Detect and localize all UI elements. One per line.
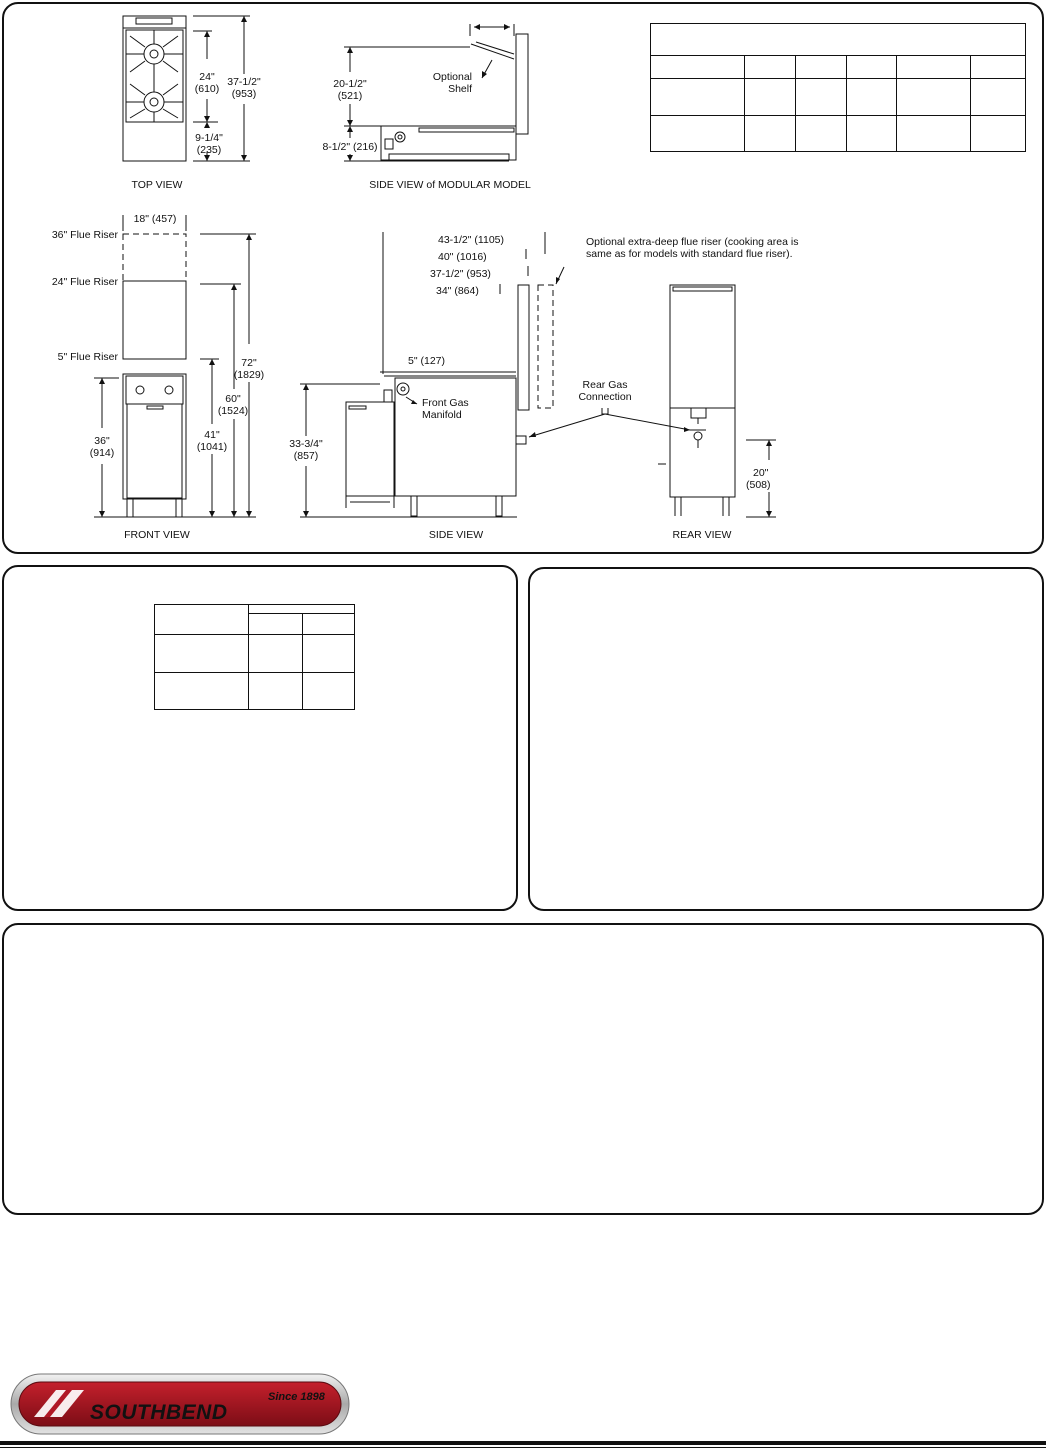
- table-cell: [303, 614, 355, 635]
- side-view-dim-40: 40" (1016): [438, 251, 487, 263]
- table-cell: [651, 79, 745, 116]
- side-view-dim-33-mm: (857): [293, 450, 319, 462]
- rear-gas-label-1: Rear Gas: [582, 379, 628, 391]
- front-view-dim-36-mm: (914): [89, 447, 115, 459]
- top-view-dim-9-mm: (235): [196, 144, 222, 156]
- table-cell: [155, 635, 249, 672]
- spec-table-header: [651, 24, 1026, 56]
- table-cell: [249, 605, 355, 614]
- rear-view-caption: REAR VIEW: [672, 529, 732, 541]
- table-cell: [897, 56, 971, 79]
- table-cell: [745, 56, 796, 79]
- table-cell: [651, 116, 745, 152]
- top-view-dim-24: 24": [199, 71, 215, 83]
- footer-rule: [0, 1441, 1046, 1445]
- table-cell: [155, 672, 249, 709]
- brand-since: Since 1898: [268, 1391, 325, 1403]
- riser-36-label: 36" Flue Riser: [51, 229, 118, 241]
- optional-flue-riser-note-1: Optional extra-deep flue riser (cooking area is: [586, 236, 799, 248]
- rear-view-dim-20-mm: (508): [746, 479, 771, 491]
- spec-table: [650, 23, 1026, 152]
- gas-table: [154, 604, 355, 710]
- table-cell: [847, 116, 897, 152]
- front-view-drawing: [94, 215, 256, 517]
- table-cell: [796, 116, 847, 152]
- optional-flue-riser-note-2: same as for models with standard flue riser).: [586, 248, 793, 260]
- front-view-dim-18: 18" (457): [133, 213, 177, 225]
- side-modular-caption: SIDE VIEW of MODULAR MODEL: [369, 179, 531, 191]
- front-view-caption: FRONT VIEW: [124, 529, 190, 541]
- side-modular-dim-8: 8-1/2" (216): [322, 141, 378, 153]
- side-view-drawing: [300, 232, 553, 517]
- table-cell: [847, 56, 897, 79]
- top-view-dim-9: 9-1/4": [195, 132, 223, 144]
- optional-shelf-label-2: Shelf: [448, 83, 472, 95]
- rear-view-dim-20: 20": [753, 467, 769, 479]
- side-view-dim-34: 34" (864): [436, 285, 479, 297]
- front-gas-manifold-label-2: Manifold: [422, 409, 462, 421]
- front-view-dim-36: 36": [94, 435, 110, 447]
- table-cell: [897, 116, 971, 152]
- rear-view-drawing: [529, 267, 776, 517]
- side-view-dim-37: 37-1/2" (953): [430, 268, 491, 280]
- front-gas-manifold-label-1: Front Gas: [422, 397, 469, 409]
- optional-shelf-label-1: Optional: [432, 71, 472, 83]
- table-cell: [847, 79, 897, 116]
- side-view-caption: SIDE VIEW: [428, 529, 484, 541]
- top-view-dim-37-mm: (953): [231, 88, 257, 100]
- table-cell: [745, 116, 796, 152]
- table-cell: [745, 79, 796, 116]
- table-cell: [249, 635, 303, 672]
- front-view-dim-60: 60": [225, 393, 241, 405]
- front-view-dim-72-mm: (1829): [233, 369, 265, 381]
- table-cell: [796, 79, 847, 116]
- side-view-dim-43: 43-1/2" (1105): [438, 234, 504, 246]
- front-view-dim-41: 41": [204, 429, 220, 441]
- brand-name: SOUTHBEND: [90, 1401, 228, 1424]
- footer-rule-thin: [0, 1447, 1046, 1448]
- table-cell: [155, 605, 249, 635]
- riser-24-label: 24" Flue Riser: [51, 276, 118, 288]
- table-cell: [303, 672, 355, 709]
- top-view-caption: TOP VIEW: [131, 179, 183, 191]
- table-cell: [897, 79, 971, 116]
- front-view-dim-60-mm: (1524): [217, 405, 249, 417]
- drawings-panel: [2, 2, 1044, 554]
- table-cell: [249, 672, 303, 709]
- front-view-dim-41-mm: (1041): [196, 441, 228, 453]
- table-cell: [249, 614, 303, 635]
- side-modular-dim-20: 20-1/2": [333, 78, 367, 90]
- table-cell: [796, 56, 847, 79]
- front-view-dim-72: 72": [241, 357, 257, 369]
- table-cell: [651, 56, 745, 79]
- side-view-dim-33: 33-3/4": [289, 438, 323, 450]
- side-view-dim-5: 5" (127): [408, 355, 445, 367]
- specifications-panel: [2, 923, 1044, 1215]
- table-cell: [971, 56, 1026, 79]
- rear-gas-label-2: Connection: [578, 391, 632, 403]
- table-cell: [303, 635, 355, 672]
- gas-table-panel: [2, 565, 518, 911]
- top-view-dim-37: 37-1/2": [227, 76, 261, 88]
- table-cell: [971, 116, 1026, 152]
- southbend-logo: [10, 1373, 350, 1435]
- notes-panel: [528, 567, 1044, 911]
- top-view-dim-24-mm: (610): [194, 83, 220, 95]
- riser-5-label: 5" Flue Riser: [57, 351, 118, 363]
- table-cell: [971, 79, 1026, 116]
- side-modular-dim-20-mm: (521): [337, 90, 363, 102]
